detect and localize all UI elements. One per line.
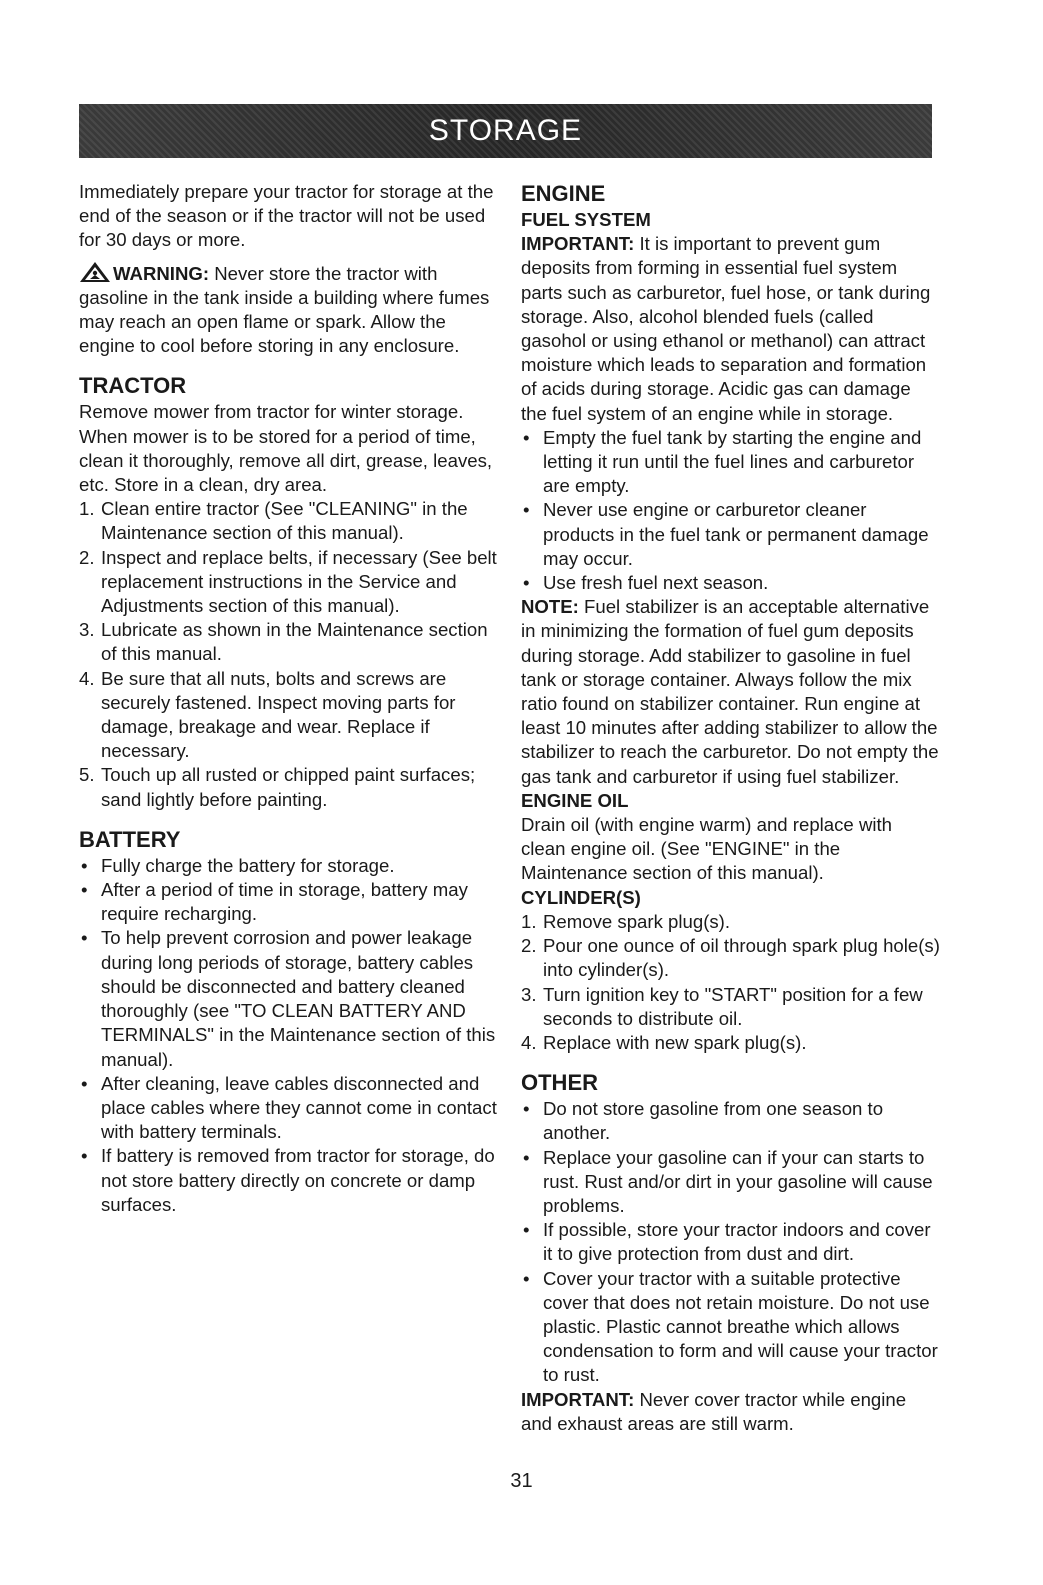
list-item: • Do not store gasoline from one season to another. [521,1097,941,1145]
list-item: • Never use engine or carburetor cleaner products in the fuel tank or permanent damage may occur. [521,498,941,571]
cylinder-steps-list [521,910,941,1055]
important-text: It is important to prevent gum deposits from forming in essential fuel system parts such as carburetor, fuel hose, or tank during storage. Also, alcohol blended fuels (called gasohol or using ethanol or methanol) can attract moisture which leads to separation and formation of acids during storage. Acidic gas can damage the fuel system of an engine while in storage. [521,233,931,424]
tractor-heading: TRACTOR [79,373,187,399]
warning-triangle-icon [79,261,111,283]
engine-oil-heading: ENGINE OIL [521,789,629,811]
warning-paragraph [79,261,499,359]
note-paragraph [521,595,941,789]
list-item: 2. Pour one ounce of oil through spark plug hole(s) into cylinder(s). [521,935,940,981]
list-item: • After a period of time in storage, battery may require recharging. [79,878,499,926]
list-item: • Cover your tractor with a suitable protective cover that does not retain moisture. Do not use plastic. Plastic cannot breathe which allows condensation to form and will cause your tractor to rust. [521,1267,941,1388]
battery-bullets-list [79,854,499,1217]
battery-heading: BATTERY [79,826,181,852]
note-label: NOTE: [521,596,579,618]
list-item: • To help prevent corrosion and power leakage during long periods of storage, battery cables should be disconnected and battery cleaned thoroughly (see "TO CLEAN BATTERY AND TERMINALS" in the Maintenance section of this manual). [79,926,499,1071]
note-text: Fuel stabilizer is an acceptable alternative in minimizing the formation of fuel gum deposits during storage. Add stabilizer to gasoline in fuel tank or storage container. Always follow the mix ratio found on stabilizer container. Run engine at least 10 minutes after adding stabilizer to allow the stabilizer to reach the carburetor. Do not empty the gas tank and carburetor if using fuel stabilizer. [521,596,939,787]
list-item: • If possible, store your tractor indoors and cover it to give protection from dust and dirt. [521,1218,941,1266]
section-banner [79,104,932,158]
list-item: 1. Remove spark plug(s). [521,910,731,932]
engine-heading: ENGINE [521,181,606,206]
fuel-bullets-list [521,426,941,595]
right-column [521,180,941,1436]
list-item: 3. Turn ignition key to "START" position for a few seconds to distribute oil. [521,983,923,1029]
list-item: • Empty the fuel tank by starting the engine and letting it run until the fuel lines and carburetor are empty. [521,426,941,499]
page-title: STORAGE [428,114,583,147]
fuel-important-paragraph [521,232,941,426]
important-label: IMPORTANT: [521,1388,635,1410]
important-text: Never cover tractor while engine and exhaust areas are still warm. [521,1388,907,1434]
warning-label: WARNING: [113,262,210,284]
list-item: 3. Lubricate as shown in the Maintenance section of this manual. [79,619,488,665]
cylinders-heading: CYLINDER(S) [521,886,641,908]
list-item: 4. Replace with new spark plug(s). [521,1031,807,1053]
page-number: 31 [510,1470,533,1492]
other-bullets-list [521,1097,941,1387]
left-column [79,180,499,1217]
tractor-text: Remove mower from tractor for winter storage. When mower is to be stored for a period of time, clean it thoroughly, remove all dirt, grease, leaves, etc. Store in a clean, dry area. [79,401,493,496]
list-item: • Use fresh fuel next season. [521,571,941,595]
other-important-paragraph [521,1388,941,1436]
list-item: 2. Inspect and replace belts, if necessary (See belt replacement instructions in the Service and Adjustments section of this manual). [79,546,497,617]
warning-text: Never store the tractor with gasoline in the tank inside a building where fumes may reach an open flame or spark. Allow the engine to cool before storing in any enclosure. [79,262,490,357]
engine-oil-text: Drain oil (with engine warm) and replace with clean engine oil. (See "ENGINE" in the Maintenance section of this manual). [521,814,893,884]
list-item: 4. Be sure that all nuts, bolts and screws are securely fastened. Inspect moving parts for damage, breakage and wear. Replace if necessary. [79,667,456,762]
other-heading: OTHER [521,1070,598,1096]
intro-paragraph: Immediately prepare your tractor for storage at the end of the season or if the tractor will not be used for 30 days or more. [79,181,494,251]
list-item: 5. Touch up all rusted or chipped paint surfaces; sand lightly before painting. [79,764,476,810]
list-item: • Fully charge the battery for storage. [79,854,499,878]
important-label: IMPORTANT: [521,233,635,255]
list-item: • Replace your gasoline can if your can starts to rust. Rust and/or dirt in your gasoline will cause problems. [521,1146,941,1219]
tractor-steps-list [79,497,499,812]
list-item: 1. Clean entire tractor (See "CLEANING" in the Maintenance section of this manual). [79,498,468,544]
fuel-system-heading: FUEL SYSTEM [521,209,651,230]
list-item: • If battery is removed from tractor for storage, do not store battery directly on concrete or damp surfaces. [79,1144,499,1217]
list-item: • After cleaning, leave cables disconnected and place cables where they cannot come in contact with battery terminals. [79,1072,499,1145]
